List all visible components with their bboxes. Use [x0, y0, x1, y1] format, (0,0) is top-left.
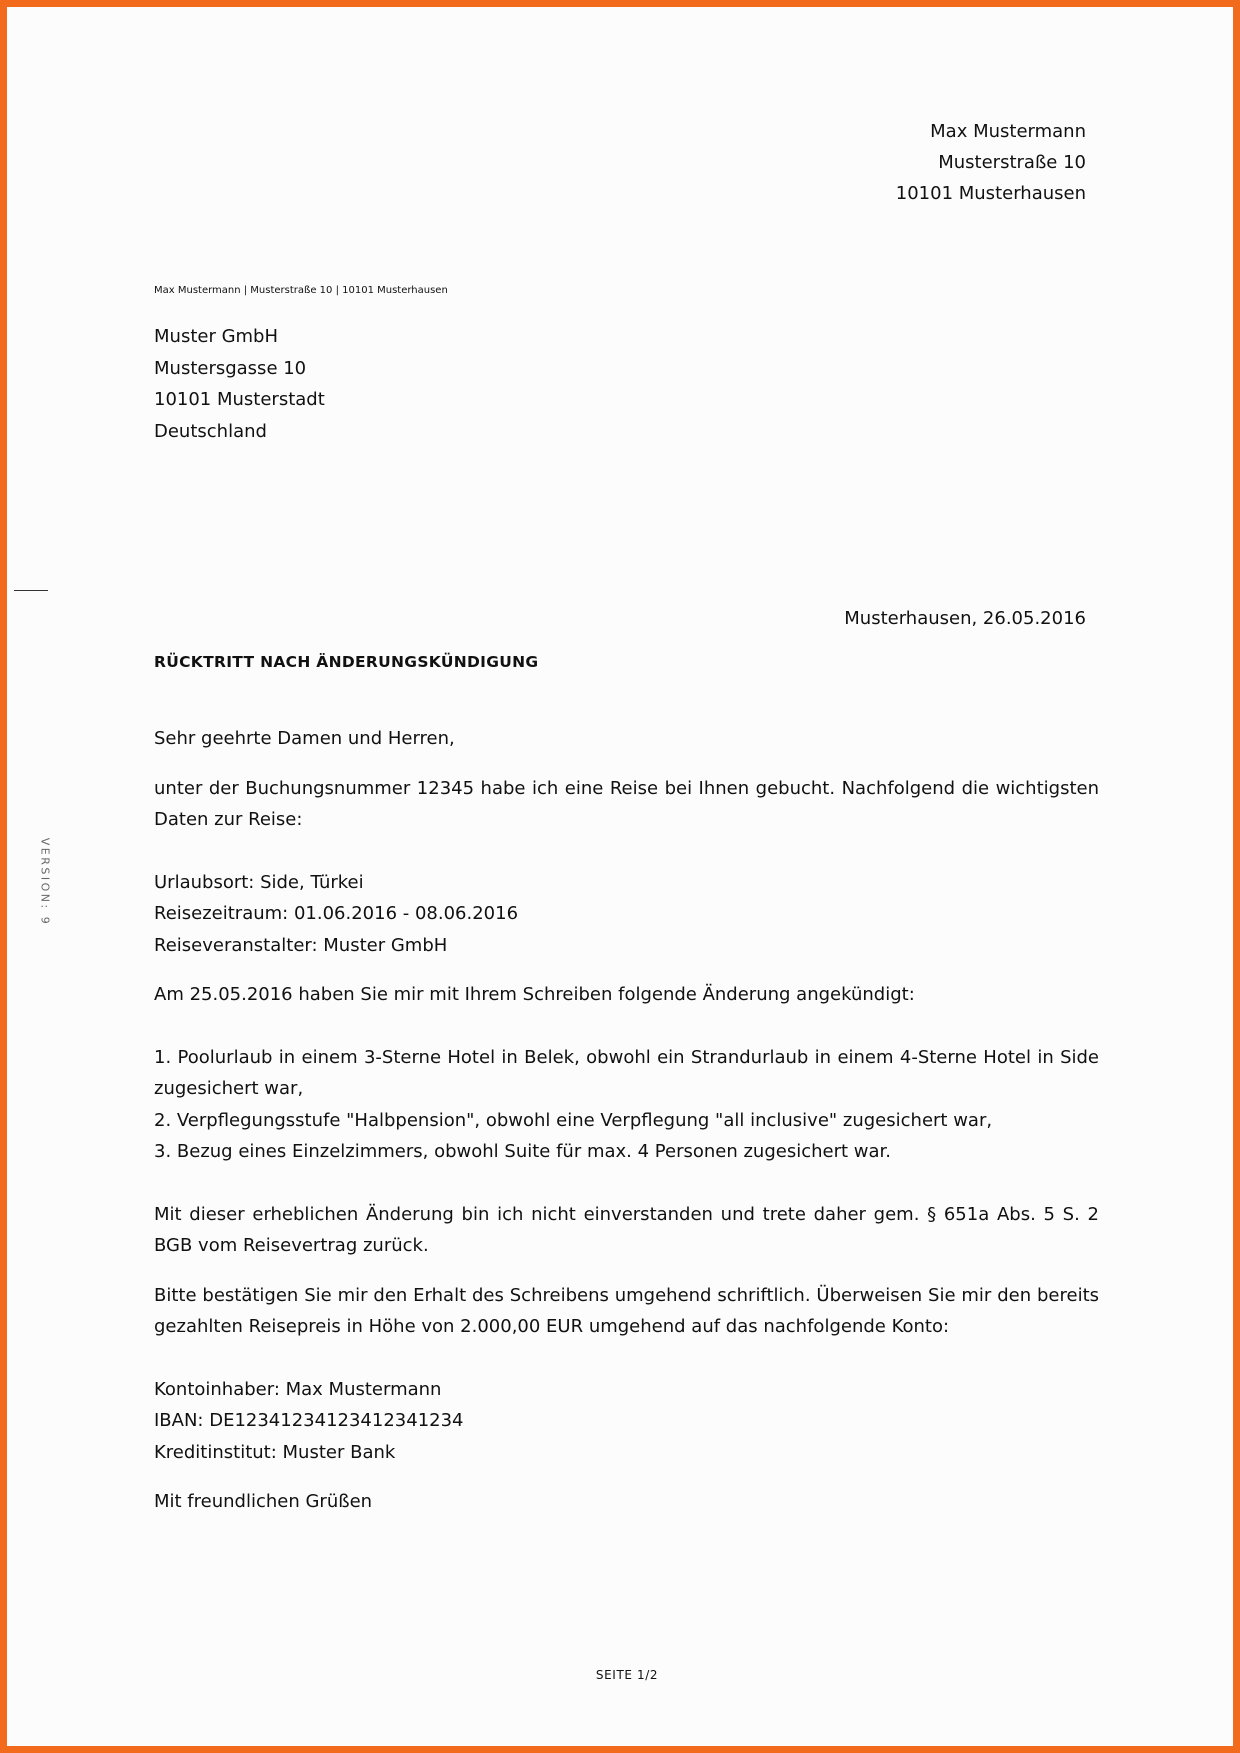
- intro-paragraph: unter der Buchungsnummer 12345 habe ich eine Reise bei Ihnen gebucht. Nachfolgend die wichtigsten Daten zur Reise:: [154, 777, 1099, 830]
- trip-detail-operator: Reiseveranstalter: Muster GmbH: [154, 934, 448, 956]
- bank-details: [154, 1374, 1099, 1469]
- bank-account-holder: Kontoinhaber: Max Mustermann: [154, 1378, 442, 1400]
- sender-city: 10101 Musterhausen: [895, 183, 1086, 204]
- salutation: Sehr geehrte Damen und Herren,: [154, 728, 455, 749]
- bank-iban: IBAN: DE12341234123412341234: [154, 1410, 464, 1431]
- letter-body: [154, 723, 1099, 1518]
- page-number: SEITE 1/2: [595, 1668, 659, 1682]
- recipient-street: Mustersgasse 10: [154, 357, 307, 379]
- sender-name: Max Mustermann: [930, 121, 1086, 142]
- return-address-line: Max Mustermann | Musterstraße 10 | 10101 Musterhausen: [154, 285, 448, 296]
- letter-subject: RÜCKTRITT NACH ÄNDERUNGSKÜNDIGUNG: [154, 653, 539, 671]
- change-item: 1. Poolurlaub in einem 3-Sterne Hotel in Belek, obwohl ein Strandurlaub in einem 4-Sterne Hotel in Side zugesichert war,: [154, 1046, 1099, 1099]
- request-paragraph: Bitte bestätigen Sie mir den Erhalt des Schreibens umgehend schriftlich. Überweisen Sie mir den bereits gezahlten Reisepreis in Höhe von 2.000,00 EUR umgehend auf das nachfolgende Konto:: [154, 1284, 1099, 1337]
- trip-details: [154, 867, 1099, 962]
- sender-address: [896, 116, 1086, 209]
- bank-institution: Kreditinstitut: Muster Bank: [154, 1441, 396, 1463]
- changes-intro: Am 25.05.2016 haben Sie mir mit Ihrem Schreiben folgende Änderung angekündigt:: [154, 984, 915, 1005]
- version-label: VERSION: 9: [38, 837, 52, 927]
- recipient-company: Muster GmbH: [154, 326, 279, 347]
- recipient-country: Deutschland: [154, 420, 267, 442]
- closing: Mit freundlichen Grüßen: [154, 1491, 373, 1512]
- recipient-address: [154, 321, 325, 447]
- letter-date: Musterhausen, 26.05.2016: [844, 608, 1086, 629]
- withdrawal-paragraph: Mit dieser erheblichen Änderung bin ich nicht einverstanden und trete daher gem. § 651a Abs. 5 S. 2 BGB vom Reisevertrag zurück.: [154, 1203, 1099, 1256]
- sender-street: Musterstraße 10: [938, 152, 1086, 173]
- changes-list: [154, 1042, 1099, 1168]
- change-item: 2. Verpflegungsstufe "Halbpension", obwohl eine Verpflegung "all inclusive" zugesichert war,: [154, 1109, 993, 1131]
- trip-detail-location: Urlaubsort: Side, Türkei: [154, 871, 364, 893]
- trip-detail-period: Reisezeitraum: 01.06.2016 - 08.06.2016: [154, 903, 519, 924]
- change-item: 3. Bezug eines Einzelzimmers, obwohl Suite für max. 4 Personen zugesichert war.: [154, 1141, 891, 1162]
- fold-mark: [14, 590, 48, 591]
- recipient-city: 10101 Musterstadt: [154, 389, 325, 410]
